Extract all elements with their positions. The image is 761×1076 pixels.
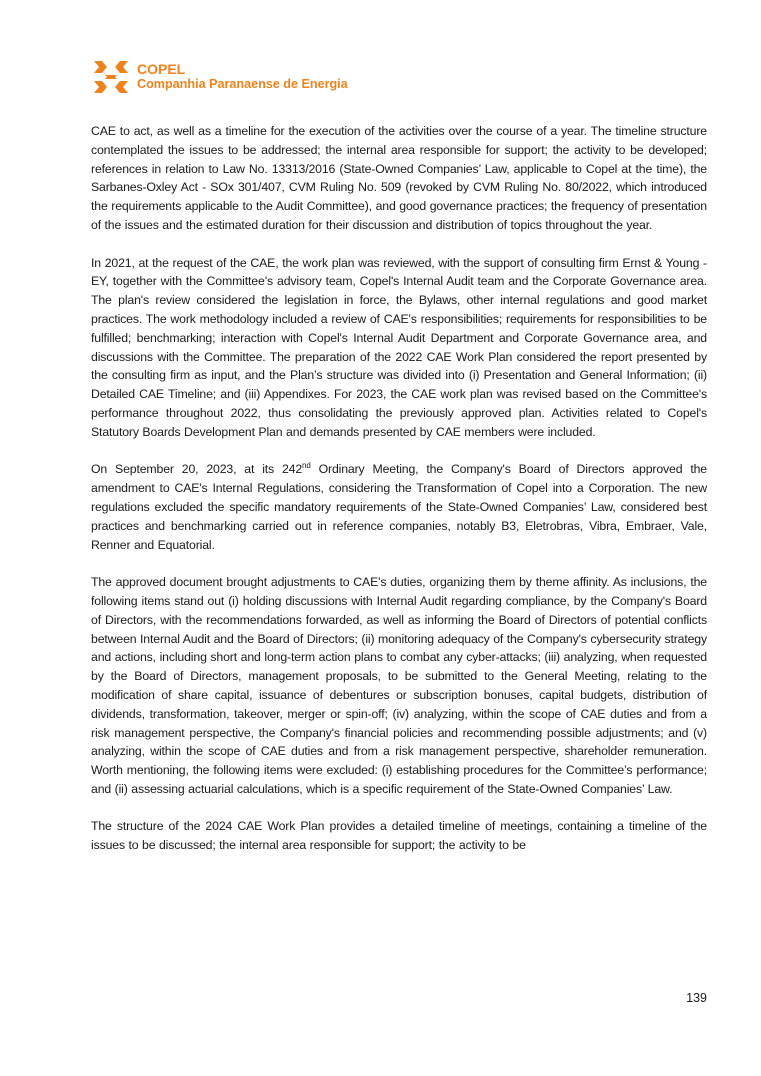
paragraph: The structure of the 2024 CAE Work Plan provides a detailed timeline of meetings, containing a timeline of the issues to be discussed; the internal area responsible for support; the activity to be (91, 819, 707, 853)
document-body (91, 122, 707, 874)
paragraph: In 2021, at the request of the CAE, the work plan was reviewed, with the support of consulting firm Ernst & Young - EY, together with the Committee’s advisory team, Copel's Internal Audit team and the Corporate Governance area. The plan's review considered the legislation in force, the Bylaws, other internal regulations and good market practices. The work methodology included a review of CAE's responsibilities; requirements for responsibilities to be fulfilled; benchmarking; interaction with Copel's Internal Audit Department and Corporate Governance area, and discussions with the Committee. The preparation of the 2022 CAE Work Plan considered the report presented by the consulting firm as input, and the Plan’s structure was divided into (i) Presentation and General Information; (ii) Detailed CAE Timeline; and (iii) Appendixes. For 2023, the CAE work plan was revised based on the Committee's performance throughout 2022, thus consolidating the previously approved plan. Activities related to Copel's Statutory Boards Development Plan and demands presented by CAE members were included. (91, 255, 707, 439)
ordinal-superscript: nd (302, 461, 311, 471)
paragraph-meeting (91, 460, 707, 554)
text: On September 20, 2023, at its 242 (91, 462, 303, 477)
paragraph: CAE to act, as well as a timeline for the execution of the activities over the course of a year. The timeline structure contemplated the issues to be addressed; the internal area responsible for support; the activity to be developed; references in relation to Law No. 13313/2016 (State-Owned Companies’ Law, applicable to Copel at the time), the Sarbanes-Oxley Act - SOx 301/407, CVM Ruling No. 509 (revoked by CVM Ruling No. 80/2022, which introduced the requirements applicable to the Audit Committee), and good governance practices; the frequency of presentation of the issues and the estimated duration for their discussion and distribution of topics throughout the year. (91, 124, 707, 232)
copel-logo-icon (93, 59, 129, 95)
paragraph: The approved document brought adjustments to CAE's duties, organizing them by theme affinity. As inclusions, the following items stand out (i) holding discussions with Internal Audit regarding compliance, by the Company's Board of Directors, with the recommendations forwarded, as well as informing the Board of Directors of potential conflicts between Internal Audit and the Board of Directors; (ii) monitoring adequacy of the Company's cybersecurity strategy and actions, including short and long-term action plans to combat any cyber-attacks; (iii) analyzing, when requested by the Board of Directors, management proposals, to be submitted to the General Meeting, relating to the modification of share capital, issuance of debentures or subscription bonuses, capital budgets, distribution of dividends, transformation, takeover, merger or spin-off; (iv) analyzing, within the scope of CAE duties and from a risk management perspective, the Company's financial policies and recommending possible adjustments; and (v) analyzing, within the scope of CAE duties and from a risk management perspective, shareholder remuneration. Worth mentioning, the following items were excluded: (i) establishing procedures for the Committee’s performance; and (ii) assessing actuarial calculations, which is a specific requirement of the State-Owned Companies’ Law. (91, 575, 707, 796)
company-logo (93, 59, 348, 95)
logo-subtitle: Companhia Paranaense de Energia (137, 77, 348, 91)
text: Ordinary Meeting, the Company's Board of Directors approved the amendment to CAE's Internal Regulations, considering the Transformation of Copel into a Corporation. The new regulations excluded the specific mandatory requirements of the State-Owned Companies’ Law, considered best practices and benchmarking carried out in reference companies, notably B3, Eletrobras, Vibra, Embraer, Vale, Renner and Equatorial. (91, 462, 707, 552)
logo-name: COPEL (137, 61, 186, 77)
page-number: 139 (686, 991, 707, 1005)
